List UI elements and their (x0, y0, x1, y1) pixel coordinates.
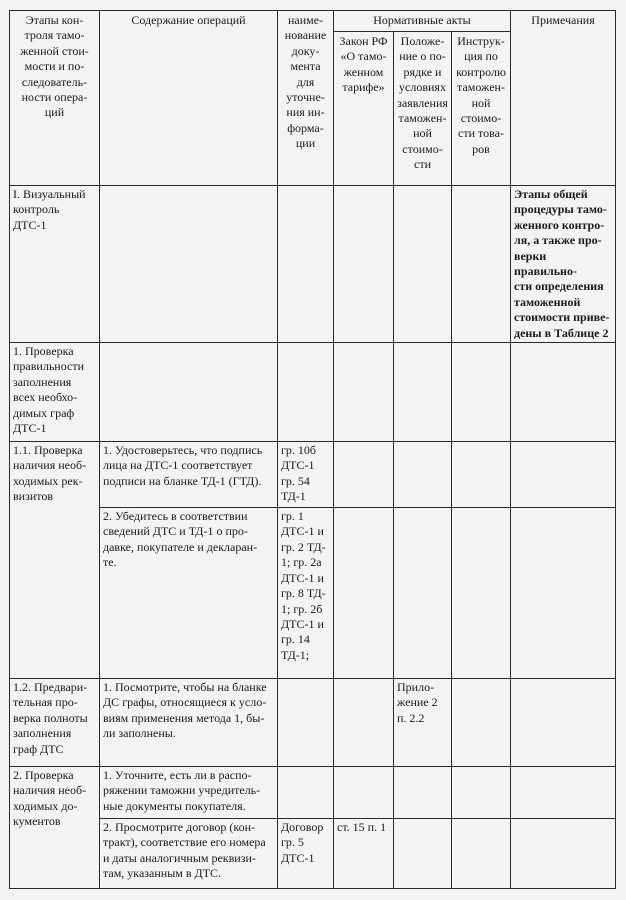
law-cell (334, 819, 394, 889)
content-text: 1. Уточните, есть ли в распо- ряжении таможни учредитель- ные документы покупателя. (103, 768, 261, 813)
stage-text: 2. Проверка наличия необ- ходимых до- кументов (13, 768, 87, 829)
stage-text: I. Визуальный контроль ДТС-1 (13, 187, 86, 232)
regulation-cell (394, 819, 452, 889)
law-cell (334, 442, 394, 508)
header-law (334, 31, 394, 185)
regulation-cell (394, 442, 452, 508)
notes-cell (511, 343, 616, 442)
regulation-cell (394, 767, 452, 819)
content-cell (100, 508, 278, 679)
header-regulation-text: Положе- ние о по- рядке и условиях заявления таможен- ной стоимо- сти (397, 33, 448, 172)
notes-cell (511, 679, 616, 767)
header-notes (511, 11, 616, 186)
header-notes-text: Примечания (531, 13, 595, 27)
header-docname (278, 11, 334, 186)
content-text: 1. Посмотрите, чтобы на бланке ДС графы, относящиеся к усло- виям применения метода 1, бы- ли заполнены. (103, 680, 267, 741)
instruction-cell (452, 819, 511, 889)
docname-cell (278, 343, 334, 442)
instruction-cell (452, 767, 511, 819)
notes-cell (511, 819, 616, 889)
content-cell (100, 819, 278, 889)
stage-cell (10, 679, 100, 767)
docname-text: гр. 1 ДТС-1 и гр. 2 ТД- 1; гр. 2а ДТС-1 и гр. 8 ТД- 1; гр. 2б ДТС-1 и гр. 14 ТД-1; (281, 509, 326, 662)
instruction-cell (452, 186, 511, 343)
header-normative (334, 11, 511, 32)
stage-text: 1.1. Проверка наличия необ- ходимых рек- визитов (13, 443, 87, 504)
stage-cell (10, 186, 100, 343)
law-text: ст. 15 п. 1 (337, 820, 387, 835)
header-docname-text: наиме- нование доку- мента для уточне- ния ин- форма- ции (284, 13, 327, 151)
table-row (10, 442, 616, 508)
notes-text: Этапы общей процедуры тамо- женного контро- ля, а также про- верки правильно- сти определения таможенной стоимости приве- дены в Таблице 2 (514, 187, 610, 340)
notes-cell (511, 442, 616, 508)
law-cell (334, 186, 394, 343)
regulation-cell (394, 508, 452, 679)
instruction-cell (452, 508, 511, 679)
law-cell (334, 679, 394, 767)
table-row (10, 767, 616, 819)
content-cell (100, 343, 278, 442)
stage-cell (10, 343, 100, 442)
docname-cell (278, 186, 334, 343)
content-cell (100, 767, 278, 819)
header-content-text: Содержание операций (131, 13, 246, 27)
customs-value-control-table (9, 10, 616, 889)
law-cell (334, 508, 394, 679)
table-row (10, 186, 616, 343)
content-cell (100, 186, 278, 343)
stage-text: 1.2. Предвари- тельная про- верка полноты заполнения граф ДТС (13, 680, 88, 756)
docname-text: гр. 10б ДТС-1 гр. 54 ТД-1 (281, 443, 317, 504)
notes-cell (511, 767, 616, 819)
regulation-cell (394, 186, 452, 343)
docname-cell (278, 508, 334, 679)
table-row (10, 819, 616, 889)
notes-cell (511, 186, 616, 343)
instruction-cell (452, 442, 511, 508)
table-row (10, 343, 616, 442)
header-stage (10, 11, 100, 186)
docname-cell (278, 679, 334, 767)
stage-text: 1. Проверка правильности заполнения всех необхо- димых граф ДТС-1 (13, 344, 85, 436)
docname-text: Договор гр. 5 ДТС-1 (281, 820, 324, 865)
content-cell (100, 442, 278, 508)
header-stage-text: Этапы кон- троля тамо- женной стои- мости и по- следователь- ности опера- ций (20, 13, 89, 120)
content-text: 2. Просмотрите договор (кон- тракт), соответствие его номера и даты аналогичным реквизи- там, указанным в ДТС. (103, 820, 266, 881)
regulation-cell (394, 679, 452, 767)
header-regulation (394, 31, 452, 185)
table-row (10, 679, 616, 767)
regulation-cell (394, 343, 452, 442)
header-instruction (452, 31, 511, 185)
header-row-1 (10, 11, 616, 32)
law-cell (334, 767, 394, 819)
instruction-cell (452, 679, 511, 767)
content-text: 1. Удостоверьтесь, что подпись лица на ДТС-1 соответствует подписи на бланке ТД-1 (ГТД). (103, 443, 263, 488)
docname-cell (278, 819, 334, 889)
stage-cell (10, 442, 100, 679)
content-text: 2. Убедитесь в соответствии сведений ДТС и ТД-1 о про- давке, покупателе и декларан- те. (103, 509, 258, 570)
header-content (100, 11, 278, 186)
instruction-cell (452, 343, 511, 442)
content-cell (100, 679, 278, 767)
header-law-text: Закон РФ «О тамо- женном тарифе» (339, 33, 388, 95)
law-cell (334, 343, 394, 442)
docname-cell (278, 767, 334, 819)
header-normative-text: Нормативные акты (373, 13, 471, 27)
header-instruction-text: Инструк- ция по контролю таможен- ной стоимо- сти това- ров (456, 33, 506, 156)
table-row (10, 508, 616, 679)
stage-cell (10, 767, 100, 889)
notes-cell (511, 508, 616, 679)
regulation-text: Прило- жение 2 п. 2.2 (397, 680, 438, 725)
docname-cell (278, 442, 334, 508)
